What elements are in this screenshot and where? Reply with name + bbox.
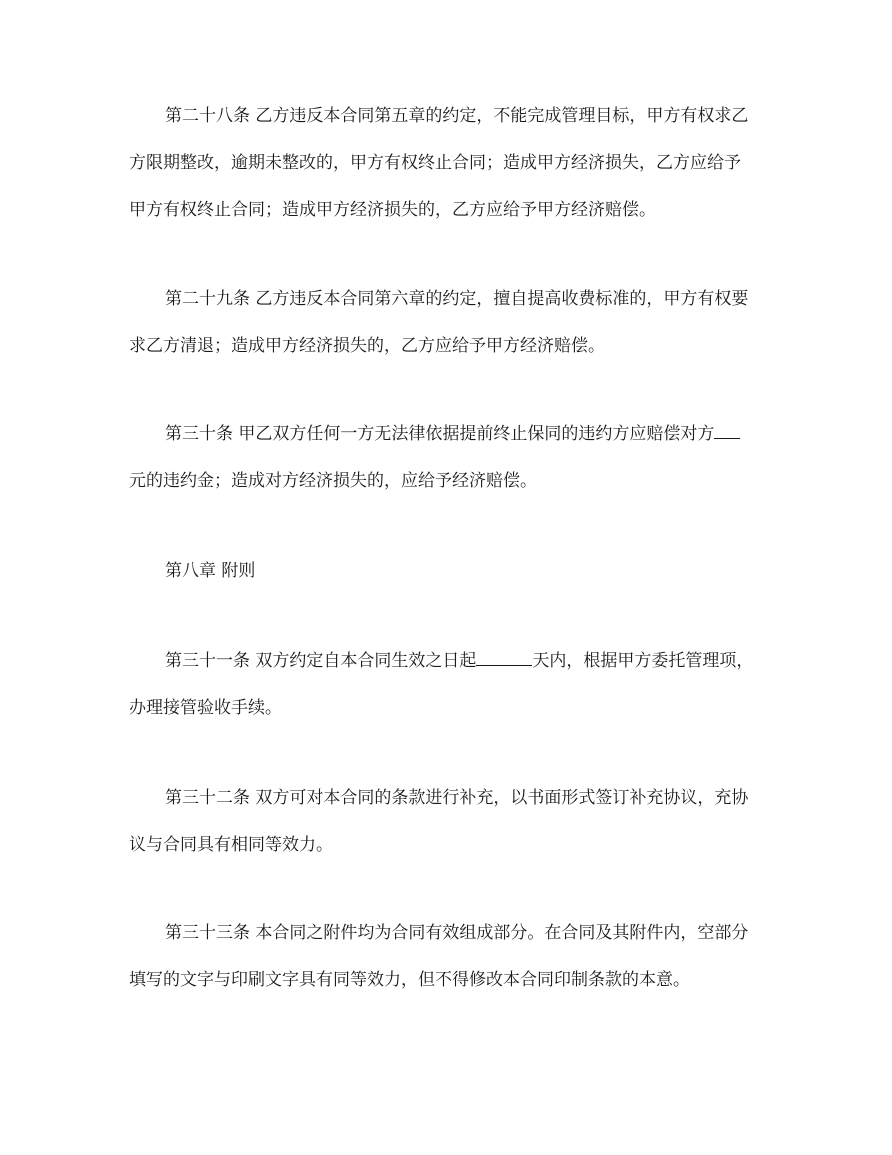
article-30-label: 第三十条	[165, 424, 233, 444]
article-33-line2: 填写的文字与印刷文字具有同等效力，但不得修改本合同印制条款的本意。	[129, 970, 690, 990]
article-28-label: 第二十八条	[165, 106, 250, 126]
chapter-8-title: 附则	[221, 561, 256, 581]
article-32-line1: 双方可对本合同的条款进行补充，以书面形式签订补充协议，充协	[255, 788, 749, 808]
chapter-8-heading	[129, 548, 769, 595]
article-28	[129, 93, 769, 234]
article-28-line1: 乙方违反本合同第五章的约定，不能完成管理目标，甲方有权求乙	[255, 106, 749, 126]
days-blank[interactable]	[476, 650, 532, 666]
article-31-label: 第三十一条	[165, 651, 250, 671]
article-29-label: 第二十九条	[165, 289, 250, 309]
article-33-label: 第三十三条	[165, 923, 250, 943]
article-33	[129, 910, 769, 1004]
article-29-line1: 乙方违反本合同第六章的约定，擅自提高收费标准的，甲方有权要	[255, 289, 749, 309]
article-30-line2: 元的违约金；造成对方经济损失的，应给予经济赔偿。	[129, 471, 537, 491]
article-28-line2: 方限期整改，逾期未整改的，甲方有权终止合同；造成甲方经济损失，乙方应给予	[129, 153, 741, 173]
article-30-line1: 甲乙双方任何一方无法律依据提前终止保同的违约方应赔偿对方	[238, 424, 715, 444]
article-30	[129, 411, 769, 505]
article-29-line2: 求乙方清退；造成甲方经济损失的，乙方应给予甲方经济赔偿。	[129, 336, 605, 356]
article-32	[129, 775, 769, 869]
article-31-line1-b: 天内，根据甲方委托管理项，	[532, 651, 754, 671]
article-29	[129, 276, 769, 370]
amount-blank[interactable]	[714, 423, 740, 439]
article-32-label: 第三十二条	[165, 788, 250, 808]
article-33-line1: 本合同之附件均为合同有效组成部分。在合同及其附件内，空部分	[255, 923, 749, 943]
article-28-line3: 甲方有权终止合同；造成甲方经济损失的，乙方应给予甲方经济赔偿。	[129, 200, 656, 220]
article-32-line2: 议与合同具有相同等效力。	[129, 835, 333, 855]
article-31-line2: 办理接管验收手续。	[129, 698, 282, 718]
article-31-line1-a: 双方约定自本合同生效之日起	[255, 651, 477, 671]
article-31	[129, 638, 769, 732]
chapter-8-label: 第八章	[165, 561, 216, 581]
